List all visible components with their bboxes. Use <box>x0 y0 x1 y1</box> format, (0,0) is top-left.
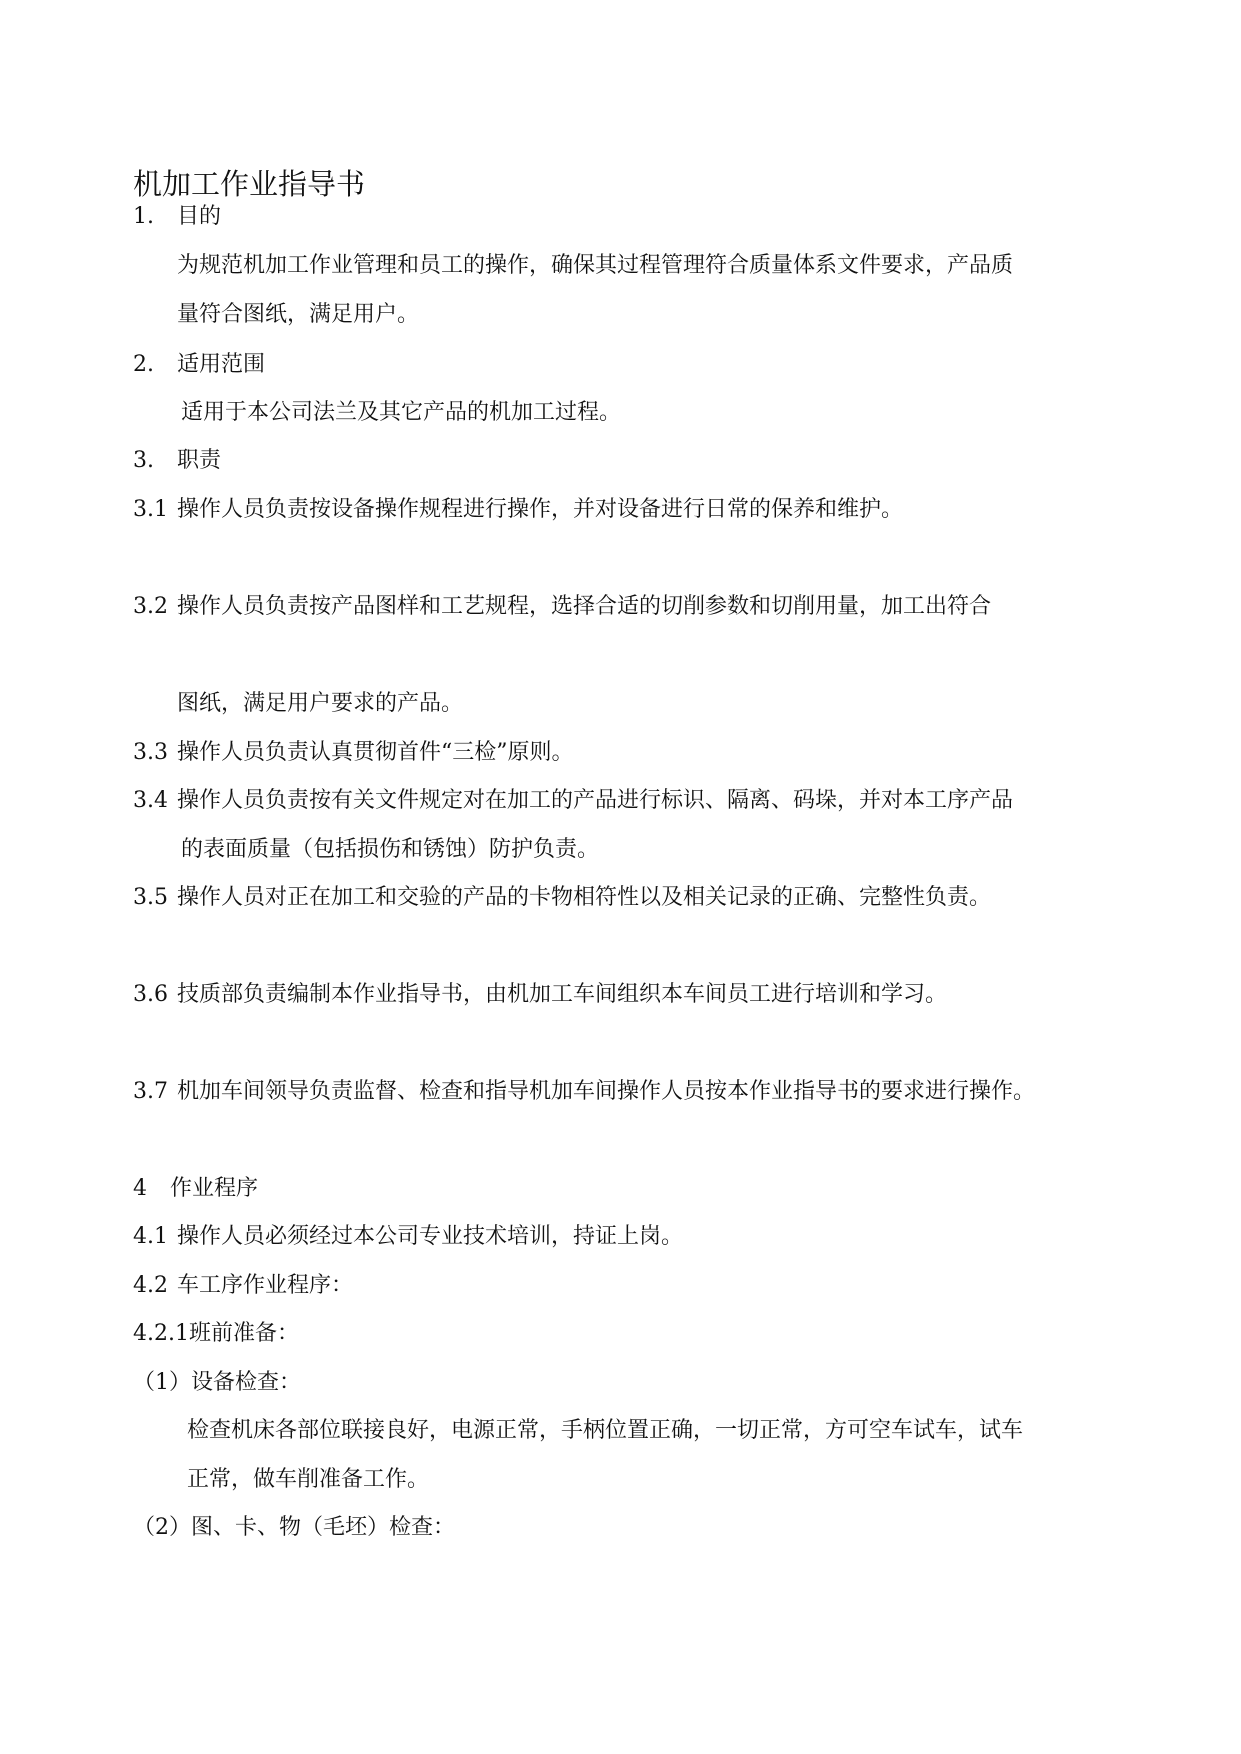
section-1-heading <box>133 202 221 232</box>
clause-3-2 <box>133 592 991 622</box>
clause-number: 3.6 <box>133 982 168 1007</box>
section-number: 4 <box>133 1176 147 1201</box>
clause-3-4-continued: 的表面质量（包括损伤和锈蚀）防护负责。 <box>181 837 600 862</box>
clause-3-6 <box>133 980 947 1010</box>
section-title: 适用范围 <box>177 352 266 377</box>
section-2-heading <box>133 350 265 380</box>
clause-text: 操作人员负责认真贯彻首件“三检”原则。 <box>177 740 574 765</box>
section-2-body: 适用于本公司法兰及其它产品的机加工过程。 <box>181 400 622 425</box>
clause-number: 4.2.1 <box>133 1321 189 1346</box>
list-item-text: 设备检查： <box>191 1370 302 1395</box>
clause-number: 4.2 <box>133 1273 168 1298</box>
section-1-body-line-1: 为规范机加工作业管理和员工的操作，确保其过程管理符合质量体系文件要求，产品质 <box>177 253 1014 278</box>
clause-text: 操作人员必须经过本公司专业技术培训，持证上岗。 <box>177 1224 684 1249</box>
section-1-body-line-2: 量符合图纸，满足用户。 <box>177 302 420 327</box>
clause-3-3 <box>133 738 574 768</box>
clause-text: 操作人员负责按有关文件规定对在加工的产品进行标识、隔离、码垛，并对本工序产品 <box>177 788 1014 813</box>
section-number: 1. <box>133 204 154 229</box>
clause-number: 3.5 <box>133 885 168 910</box>
section-3-heading <box>133 446 221 476</box>
clause-4-2-1 <box>133 1319 299 1349</box>
clause-text: 机加车间领导负责监督、检查和指导机加车间操作人员按本作业指导书的要求进行操作。 <box>177 1079 1036 1104</box>
clause-number: 3.7 <box>133 1079 168 1104</box>
clause-text: 班前准备： <box>189 1321 300 1346</box>
clause-number: 4.1 <box>133 1224 168 1249</box>
clause-4-1 <box>133 1222 683 1252</box>
clause-text: 车工序作业程序： <box>177 1273 354 1298</box>
clause-text: 操作人员负责按产品图样和工艺规程，选择合适的切削参数和切削用量，加工出符合 <box>177 594 992 619</box>
clause-3-2-continued: 图纸，满足用户要求的产品。 <box>177 691 464 716</box>
clause-number: 3.1 <box>133 497 168 522</box>
list-item-1-body-line-1: 检查机床各部位联接良好，电源正常，手柄位置正确，一切正常，方可空车试车，试车 <box>187 1418 1024 1443</box>
clause-number: 3.3 <box>133 740 168 765</box>
clause-text: 操作人员负责按设备操作规程进行操作，并对设备进行日常的保养和维护。 <box>177 497 904 522</box>
list-item-label: （2） <box>133 1515 191 1540</box>
section-number: 2. <box>133 352 154 377</box>
section-title: 目的 <box>177 204 222 229</box>
clause-number: 3.2 <box>133 594 168 619</box>
list-item-1 <box>133 1368 301 1398</box>
document-title: 机加工作业指导书 <box>133 167 366 201</box>
clause-3-7 <box>133 1077 1035 1107</box>
list-item-1-body-line-2: 正常，做车削准备工作。 <box>187 1467 430 1492</box>
list-item-2 <box>133 1513 455 1543</box>
section-4-heading <box>133 1174 258 1204</box>
clause-3-4 <box>133 786 1013 816</box>
clause-text: 操作人员对正在加工和交验的产品的卡物相符性以及相关记录的正确、完整性负责。 <box>177 885 992 910</box>
section-title: 作业程序 <box>170 1176 259 1201</box>
clause-number: 3.4 <box>133 788 168 813</box>
list-item-label: （1） <box>133 1370 191 1395</box>
clause-3-5 <box>133 883 991 913</box>
clause-text: 技质部负责编制本作业指导书，由机加工车间组织本车间员工进行培训和学习。 <box>177 982 948 1007</box>
clause-4-2 <box>133 1271 353 1301</box>
clause-3-1 <box>133 495 903 525</box>
section-number: 3. <box>133 448 154 473</box>
section-title: 职责 <box>177 448 222 473</box>
list-item-text: 图、卡、物（毛坯）检查： <box>191 1515 456 1540</box>
